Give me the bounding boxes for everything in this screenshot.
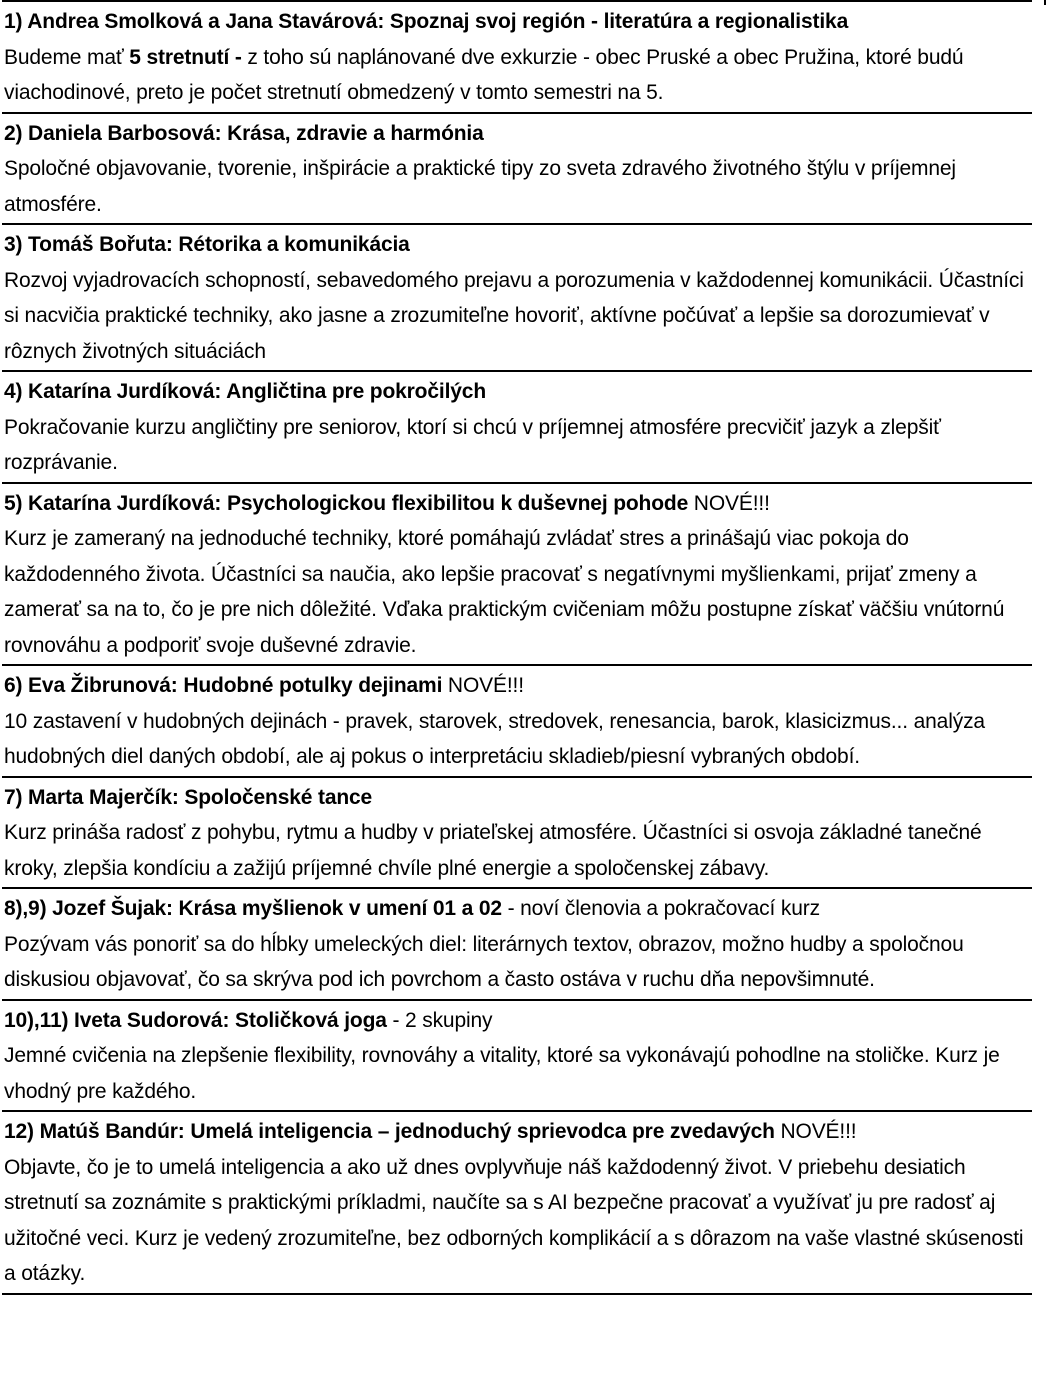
text-segment: Budeme mať [4,45,130,69]
course-description [4,1038,1032,1109]
course-description [4,815,1032,886]
text-segment: Rozvoj vyjadrovacích schopností, sebavedomého prejavu a porozumenia v každodennej komunikácii. Účastníci si nacvičia praktické techniky, ako jasne a zrozumiteľne hovoriť, aktívne počúvať a lepšie sa dorozumievať v rôznych životných situáciách [4,268,1024,363]
course-row [2,778,1032,890]
text-segment: Kurz je zameraný na jednoduché techniky, ktoré pomáhajú zvládať stres a prinášajú viac pokoja do každodenného života. Účastníci sa naučia, ako lepšie pracovať s negatívnymi myšlienkami, prijať zmeny a zamerať sa na to, čo je pre nich dôležité. Vďaka praktickým cvičeniam môžu postupne získať väčšiu vnútornú rovnováhu a podporiť svoje duševné zdravie. [4,527,1005,657]
text-segment: 3) Tomáš Bořuta: Rétorika a komunikácia [4,233,410,256]
text-segment: 8),9) Jozef Šujak: Krása myšlienok v umení 01 a 02 [4,897,502,920]
text-segment: - 2 skupiny [386,1008,493,1032]
text-segment: 12) Matúš Bandúr: Umelá inteligencia – jednoduchý sprievodca pre zvedavých [4,1120,775,1143]
course-row [2,1112,1032,1295]
course-description [4,927,1032,998]
text-segment: Pozývam vás ponoriť sa do hĺbky umeleckých diel: literárnych textov, obrazov, možno hudby a spoločnou diskusiou objavovať, čo sa skrýva pod ich povrchom a často ostáva v ruchu dňa nepovšimnuté. [4,932,964,991]
course-heading [4,1114,1032,1150]
course-row [2,666,1032,778]
course-heading [4,780,1032,816]
course-row [2,484,1032,667]
table-border-fragment [1044,0,1046,5]
text-segment: 5 stretnutí - [129,45,248,69]
course-description [4,521,1032,663]
text-segment: Pokračovanie kurzu angličtiny pre seniorov, ktorí si chcú v príjemnej atmosfére precvičiť jazyk a zlepšiť rozprávanie. [4,415,941,474]
course-heading [4,668,1032,704]
text-segment: 6) Eva Žibrunová: Hudobné potulky dejinami [4,674,443,697]
course-row [2,372,1032,484]
course-description [4,263,1032,370]
text-segment: NOVÉ!!! [688,491,770,515]
course-list-table [2,0,1032,1295]
course-heading [4,227,1032,263]
course-row [2,889,1032,1001]
text-segment: 7) Marta Majerčík: Spoločenské tance [4,785,373,809]
course-row [2,114,1032,226]
course-row [2,2,1032,114]
course-description [4,1150,1032,1292]
text-segment: 10),11) Iveta Sudorová: Stoličková joga [4,1008,387,1032]
text-segment: NOVÉ!!! [774,1120,857,1143]
text-segment: 1) Andrea Smolková a Jana Stavárová: Spoznaj svoj región - literatúra a regionalistika [4,10,849,33]
course-description [4,40,1032,111]
course-row [2,225,1032,372]
course-heading [4,374,1032,410]
course-description [4,410,1032,481]
text-segment: - noví členovia a pokračovací kurz [501,897,820,920]
text-segment: z toho sú naplánované dve exkurzie - obec Pruské a obec Pružina, ktoré budú viachodinové, preto je počet stretnutí obmedzený v tomto semestri na 5. [4,45,964,104]
text-segment: Objavte, čo je to umelá inteligencia a ako už dnes ovplyvňuje náš každodenný život. V priebehu desiatich stretnutí sa zoznámite s praktickými príkladmi, naučíte sa s AI bezpečne pracovať a využívať ju pre radosť aj užitočné veci. Kurz je vedený zrozumiteľne, bez odborných komplikácií a s dôrazom na vaše vlastné skúsenosti a otázky. [4,1155,1024,1285]
text-segment: Spoločné objavovanie, tvorenie, inšpirácie a praktické tipy zo sveta zdravého životného štýlu v príjemnej atmosfére. [4,157,956,216]
text-segment: 4) Katarína Jurdíková: Angličtina pre pokročilých [4,380,486,403]
text-segment: 10 zastavení v hudobných dejinách - pravek, starovek, stredovek, renesancia, barok, klasicizmus... analýza hudobných diel daných období, ale aj pokus o interpretáciu skladieb/piesní vybraných období. [4,709,985,768]
text-segment: Kurz prináša radosť z pohybu, rytmu a hudby v priateľskej atmosfére. Účastníci si osvoja základné tanečné kroky, zlepšia kondíciu a zažijú príjemné chvíle plné energie a spoločenskej zábavy. [4,821,982,880]
text-segment: 2) Daniela Barbosová: Krása, zdravie a harmónia [4,121,484,145]
course-description [4,151,1032,222]
course-heading [4,116,1032,152]
course-heading [4,891,1032,927]
text-segment: 5) Katarína Jurdíková: Psychologickou flexibilitou k duševnej pohode [4,491,689,515]
course-heading [4,486,1032,522]
text-segment: NOVÉ!!! [442,674,524,697]
course-heading [4,4,1032,40]
course-heading [4,1003,1032,1039]
course-row [2,1001,1032,1113]
course-description [4,704,1032,775]
text-segment: Jemné cvičenia na zlepšenie flexibility, rovnováhy a vitality, ktoré sa vykonávajú pohodlne na stoličke. Kurz je vhodný pre každého. [4,1044,1000,1103]
